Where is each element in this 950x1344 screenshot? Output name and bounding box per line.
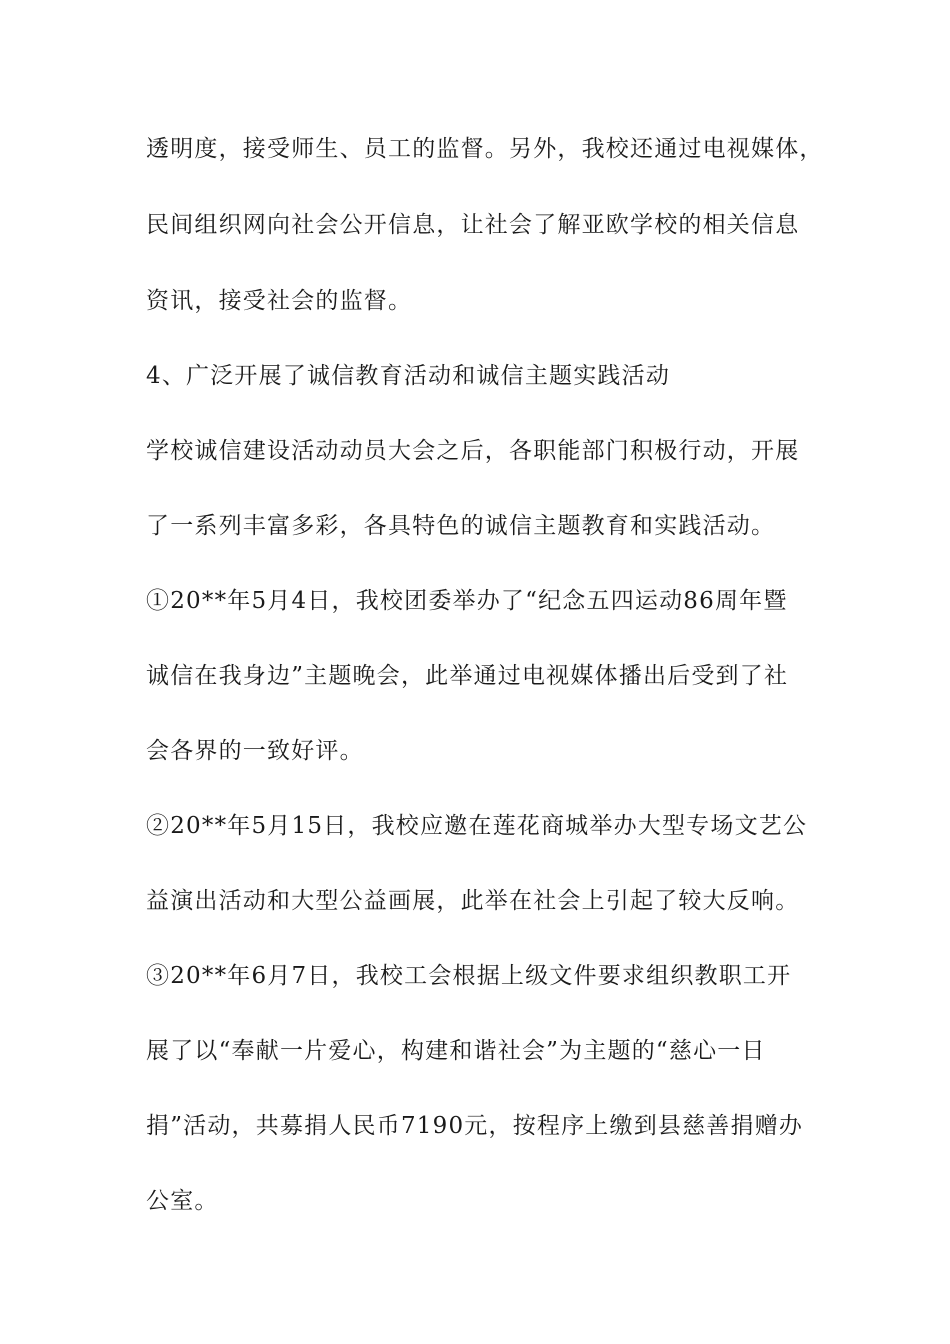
section-heading: 4、广泛开展了诚信教育活动和诚信主题实践活动 [146, 363, 671, 389]
text-line: 民间组织网向社会公开信息，让社会了解亚欧学校的相关信息 [146, 212, 800, 238]
list-item: ③20**年6月7日，我校工会根据上级文件要求组织教职工开 [146, 963, 792, 989]
list-item: ①20**年5月4日，我校团委举办了“纪念五四运动86周年暨 [146, 588, 788, 614]
text-line: 公室。 [146, 1188, 219, 1214]
text-line: 益演出活动和大型公益画展，此举在社会上引起了较大反响。 [146, 888, 800, 914]
text-line: 学校诚信建设活动动员大会之后，各职能部门积极行动，开展 [146, 438, 800, 464]
text-line: 透明度，接受师生、员工的监督。另外，我校还通过电视媒体， [146, 136, 824, 162]
text-line: 会各界的一致好评。 [146, 738, 364, 764]
list-item: ②20**年5月15日，我校应邀在莲花商城举办大型专场文艺公 [146, 813, 808, 839]
text-line: 捐”活动，共募捐人民币7190元，按程序上缴到县慈善捐赠办 [146, 1113, 804, 1139]
text-line: 了一系列丰富多彩，各具特色的诚信主题教育和实践活动。 [146, 513, 776, 539]
text-line: 诚信在我身边”主题晚会，此举通过电视媒体播出后受到了社 [146, 663, 789, 689]
text-line: 资讯，接受社会的监督。 [146, 288, 413, 314]
text-line: 展了以“奉献一片爱心，构建和谐社会”为主题的“慈心一日 [146, 1038, 766, 1064]
